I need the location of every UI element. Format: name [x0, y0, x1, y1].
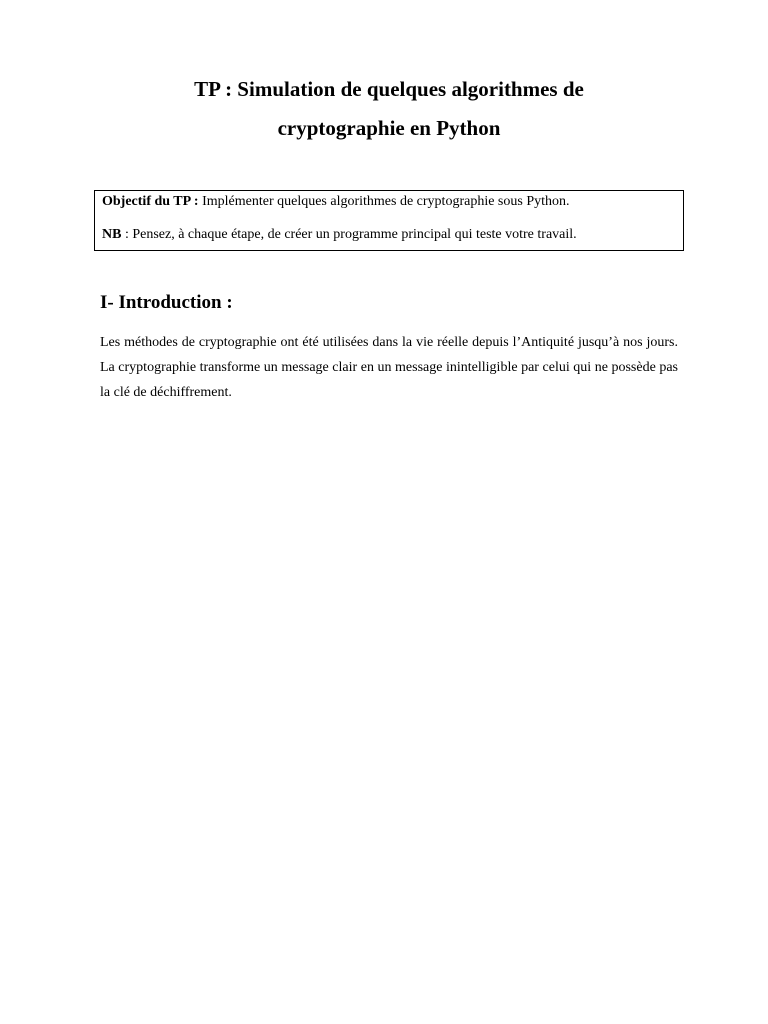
objective-line	[102, 193, 570, 210]
note-text: : Pensez, à chaque étape, de créer un programme principal qui teste votre travail.	[121, 227, 577, 242]
introduction-paragraph: Les méthodes de cryptographie ont été utilisées dans la vie réelle depuis l’Antiquité jusqu’à nos jours. La cryptographie transforme un message clair en un message inintelligible par celui qui ne possède pas la clé de déchiffrement.	[100, 335, 678, 400]
objective-box	[94, 190, 684, 251]
note-line	[102, 226, 577, 243]
document-title-line-1: TP : Simulation de quelques algorithmes de	[194, 77, 584, 101]
note-label: NB	[102, 227, 122, 242]
objective-label: Objectif du TP :	[102, 194, 199, 209]
document-title-line-2: cryptographie en Python	[277, 116, 501, 140]
section-heading-introduction: I- Introduction :	[100, 292, 233, 313]
objective-text: Implémenter quelques algorithmes de cryptographie sous Python.	[198, 194, 570, 209]
